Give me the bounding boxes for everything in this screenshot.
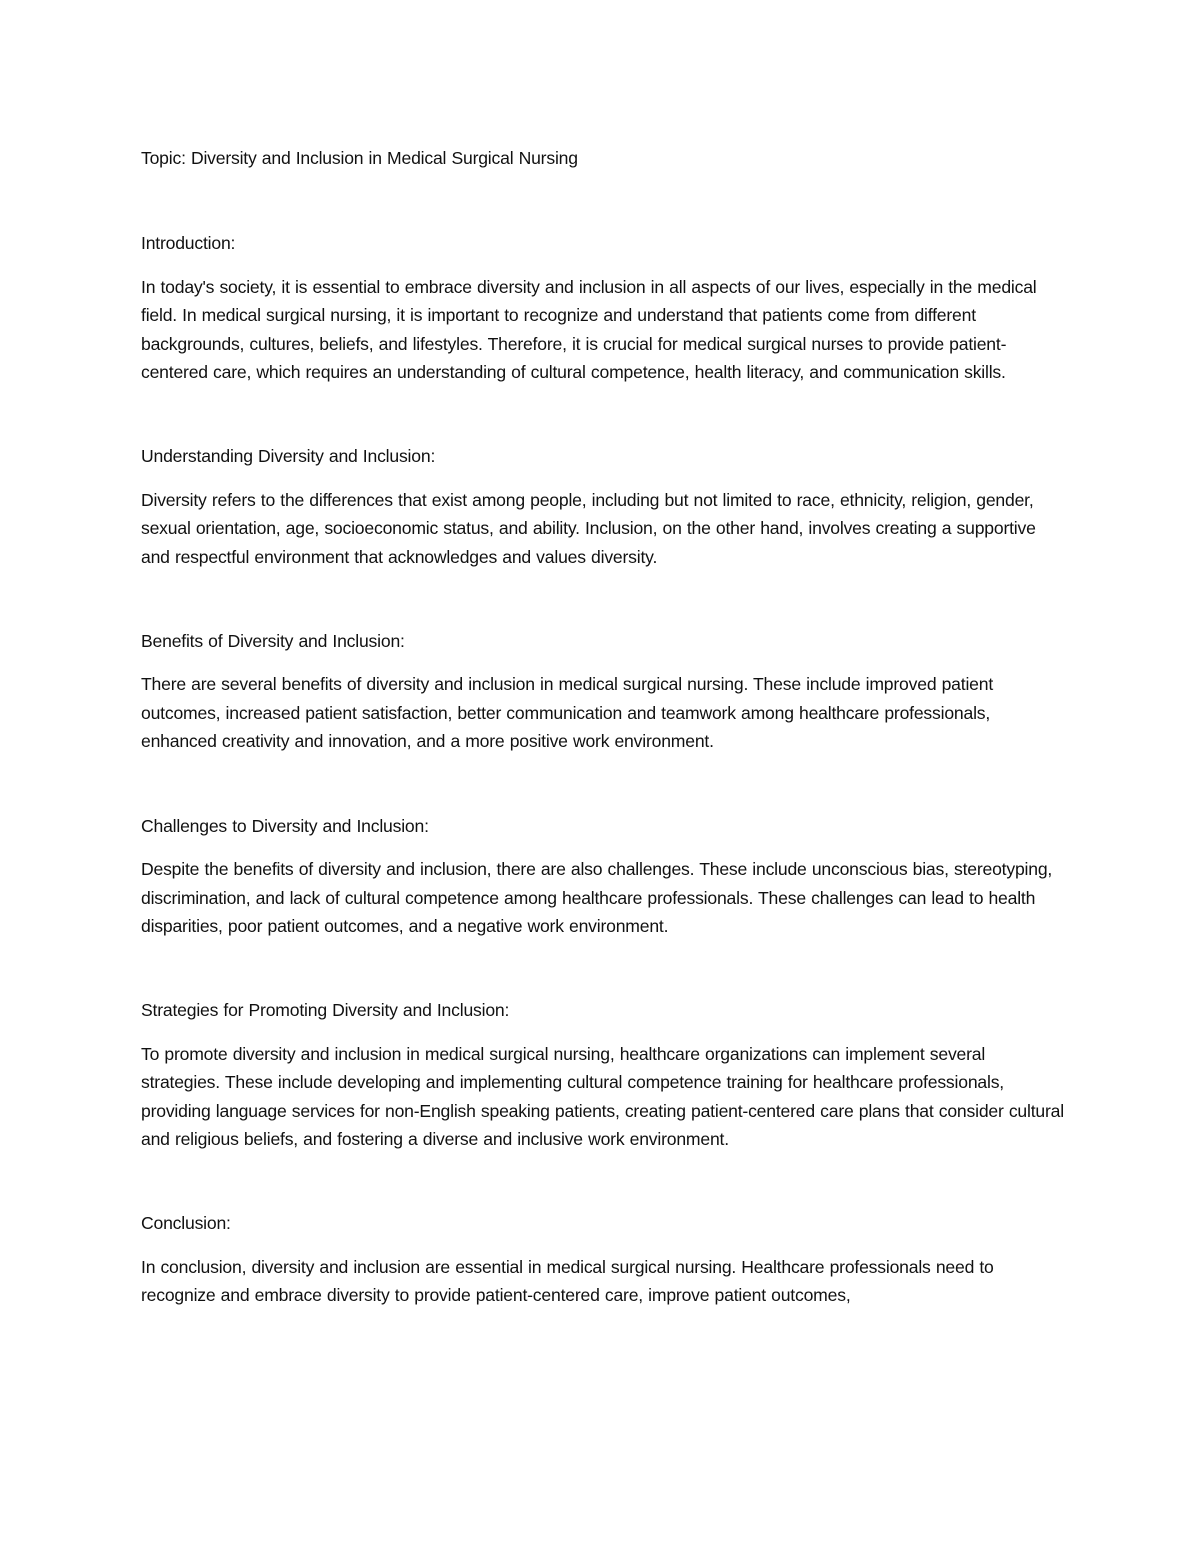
section-heading: Understanding Diversity and Inclusion: xyxy=(141,446,436,467)
section-heading: Introduction: xyxy=(141,233,236,254)
section-paragraph: In conclusion, diversity and inclusion are essential in medical surgical nursing. Healthcare professionals need to recognize and embrace diversity to provide patient-centered care, improve patient outcomes, xyxy=(141,1256,994,1306)
section-heading: Benefits of Diversity and Inclusion: xyxy=(141,631,405,652)
section-challenges xyxy=(141,812,1066,941)
section-introduction xyxy=(141,229,1066,386)
document-body xyxy=(141,144,1066,1310)
section-paragraph: To promote diversity and inclusion in medical surgical nursing, healthcare organizations can implement several strategies. These include developing and implementing cultural competence training for healthcare professionals, providing language services for non-English speaking patients, creating patient-centered care plans that consider cultural and religious beliefs, and fostering a diverse and inclusive work environment. xyxy=(141,1043,1064,1149)
section-paragraph: There are several benefits of diversity and inclusion in medical surgical nursing. These include improved patient outcomes, increased patient satisfaction, better communication and teamwork among healthcare professionals, enhanced creativity and innovation, and a more positive work environment. xyxy=(141,674,994,752)
section-heading: Conclusion: xyxy=(141,1213,231,1234)
section-strategies xyxy=(141,996,1066,1153)
section-paragraph: Despite the benefits of diversity and inclusion, there are also challenges. These include unconscious bias, stereotyping, discrimination, and lack of cultural competence among healthcare professionals. These challenges can lead to health disparities, poor patient outcomes, and a negative work environment. xyxy=(141,859,1053,936)
section-paragraph: In today's society, it is essential to embrace diversity and inclusion in all aspects of our lives, especially in the medical field. In medical surgical nursing, it is important to recognize and understand that patients come from different backgrounds, cultures, beliefs, and lifestyles. Therefore, it is crucial for medical surgical nurses to provide patient-centered care, which requires an understanding of cultural competence, health literacy, and communication skills. xyxy=(141,276,1037,383)
section-understanding xyxy=(141,442,1066,571)
section-paragraph: Diversity refers to the differences that exist among people, including but not limited to race, ethnicity, religion, gender, sexual orientation, age, socioeconomic status, and ability. Inclusion, on the other hand, involves creating a supportive and respectful environment that acknowledges and values diversity. xyxy=(141,489,1036,567)
section-heading: Strategies for Promoting Diversity and Inclusion: xyxy=(141,1000,510,1021)
section-benefits xyxy=(141,627,1066,756)
section-heading: Challenges to Diversity and Inclusion: xyxy=(141,815,429,836)
section-conclusion xyxy=(141,1209,1066,1309)
document-title: Topic: Diversity and Inclusion in Medical Surgical Nursing xyxy=(141,148,578,168)
